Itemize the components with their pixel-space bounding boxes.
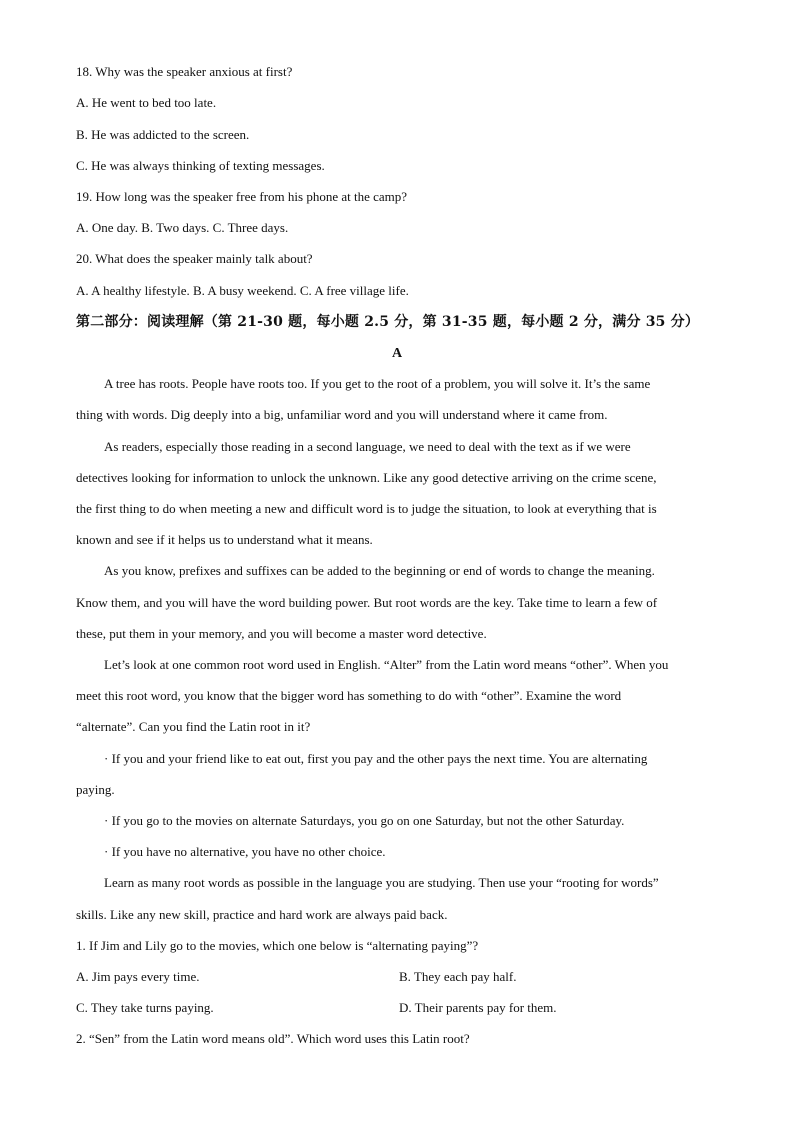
q1-option-b: B. They each pay half. [399, 969, 517, 984]
q1-option-d: D. Their parents pay for them. [399, 1000, 557, 1015]
paragraph-2-line-4: known and see if it helps us to understand what it means. [76, 532, 373, 547]
paragraph-3-line-3: these, put them in your memory, and you will become a master word detective. [76, 626, 487, 641]
reading-question-1: 1. If Jim and Lily go to the movies, which one below is “alternating paying”? [76, 938, 479, 953]
paragraph-4-line-2: meet this root word, you know that the bigger word has something to do with “other”. Examine the word [76, 688, 622, 703]
question-20: 20. What does the speaker mainly talk about? [76, 251, 313, 266]
paragraph-1-line-2: thing with words. Dig deeply into a big, unfamiliar word and you will understand where it came from. [76, 407, 608, 422]
bullet-3: · If you have no alternative, you have no other choice. [104, 844, 386, 859]
q20-options: A. A healthy lifestyle. B. A busy weekend. C. A free village life. [76, 283, 409, 298]
reading-question-2: 2. “Sen” from the Latin word means old”. Which word uses this Latin root? [76, 1031, 470, 1046]
paragraph-3-line-1: As you know, prefixes and suffixes can be added to the beginning or end of words to change the meaning. [104, 563, 655, 578]
closing-line-1: Learn as many root words as possible in the language you are studying. Then use your “rooting for words” [104, 875, 659, 890]
q18-option-c: C. He was always thinking of texting messages. [76, 158, 325, 173]
paragraph-2-line-2: detectives looking for information to unlock the unknown. Like any good detective arriving on the crime scene, [76, 470, 657, 485]
question-18: 18. Why was the speaker anxious at first? [76, 64, 293, 79]
question-19: 19. How long was the speaker free from his phone at the camp? [76, 189, 408, 204]
paragraph-2-line-3: the first thing to do when meeting a new and difficult word is to judge the situation, to look at everything that is [76, 501, 657, 516]
passage-letter: A [391, 346, 403, 361]
bullet-2: · If you go to the movies on alternate Saturdays, you go on one Saturday, but not the other Saturday. [104, 813, 625, 828]
q1-option-a: A. Jim pays every time. [76, 969, 200, 984]
q19-options: A. One day. B. Two days. C. Three days. [76, 220, 289, 235]
q18-option-a: A. He went to bed too late. [76, 95, 217, 110]
q1-option-c: C. They take turns paying. [76, 1000, 214, 1015]
bullet-1-line-1: · If you and your friend like to eat out, first you pay and the other pays the next time. You are alternating [104, 751, 648, 766]
section-title: 第二部分：阅读理解（第 21-30 题，每小题 2.5 分，第 31-35 题，每小题 2 分，满分 35 分） [76, 314, 700, 330]
bullet-1-line-2: paying. [76, 782, 115, 797]
paragraph-1-line-1: A tree has roots. People have roots too. If you get to the root of a problem, you will solve it. It’s the same [104, 376, 651, 391]
paragraph-4-line-3: “alternate”. Can you find the Latin root in it? [76, 719, 311, 734]
closing-line-2: skills. Like any new skill, practice and hard work are always paid back. [76, 907, 448, 922]
paragraph-2-line-1: As readers, especially those reading in a second language, we need to deal with the text as if we were [104, 439, 631, 454]
paragraph-4-line-1: Let’s look at one common root word used in English. “Alter” from the Latin word means “other”. When you [104, 657, 669, 672]
q18-option-b: B. He was addicted to the screen. [76, 127, 250, 142]
paragraph-3-line-2: Know them, and you will have the word building power. But root words are the key. Take time to learn a few of [76, 595, 658, 610]
